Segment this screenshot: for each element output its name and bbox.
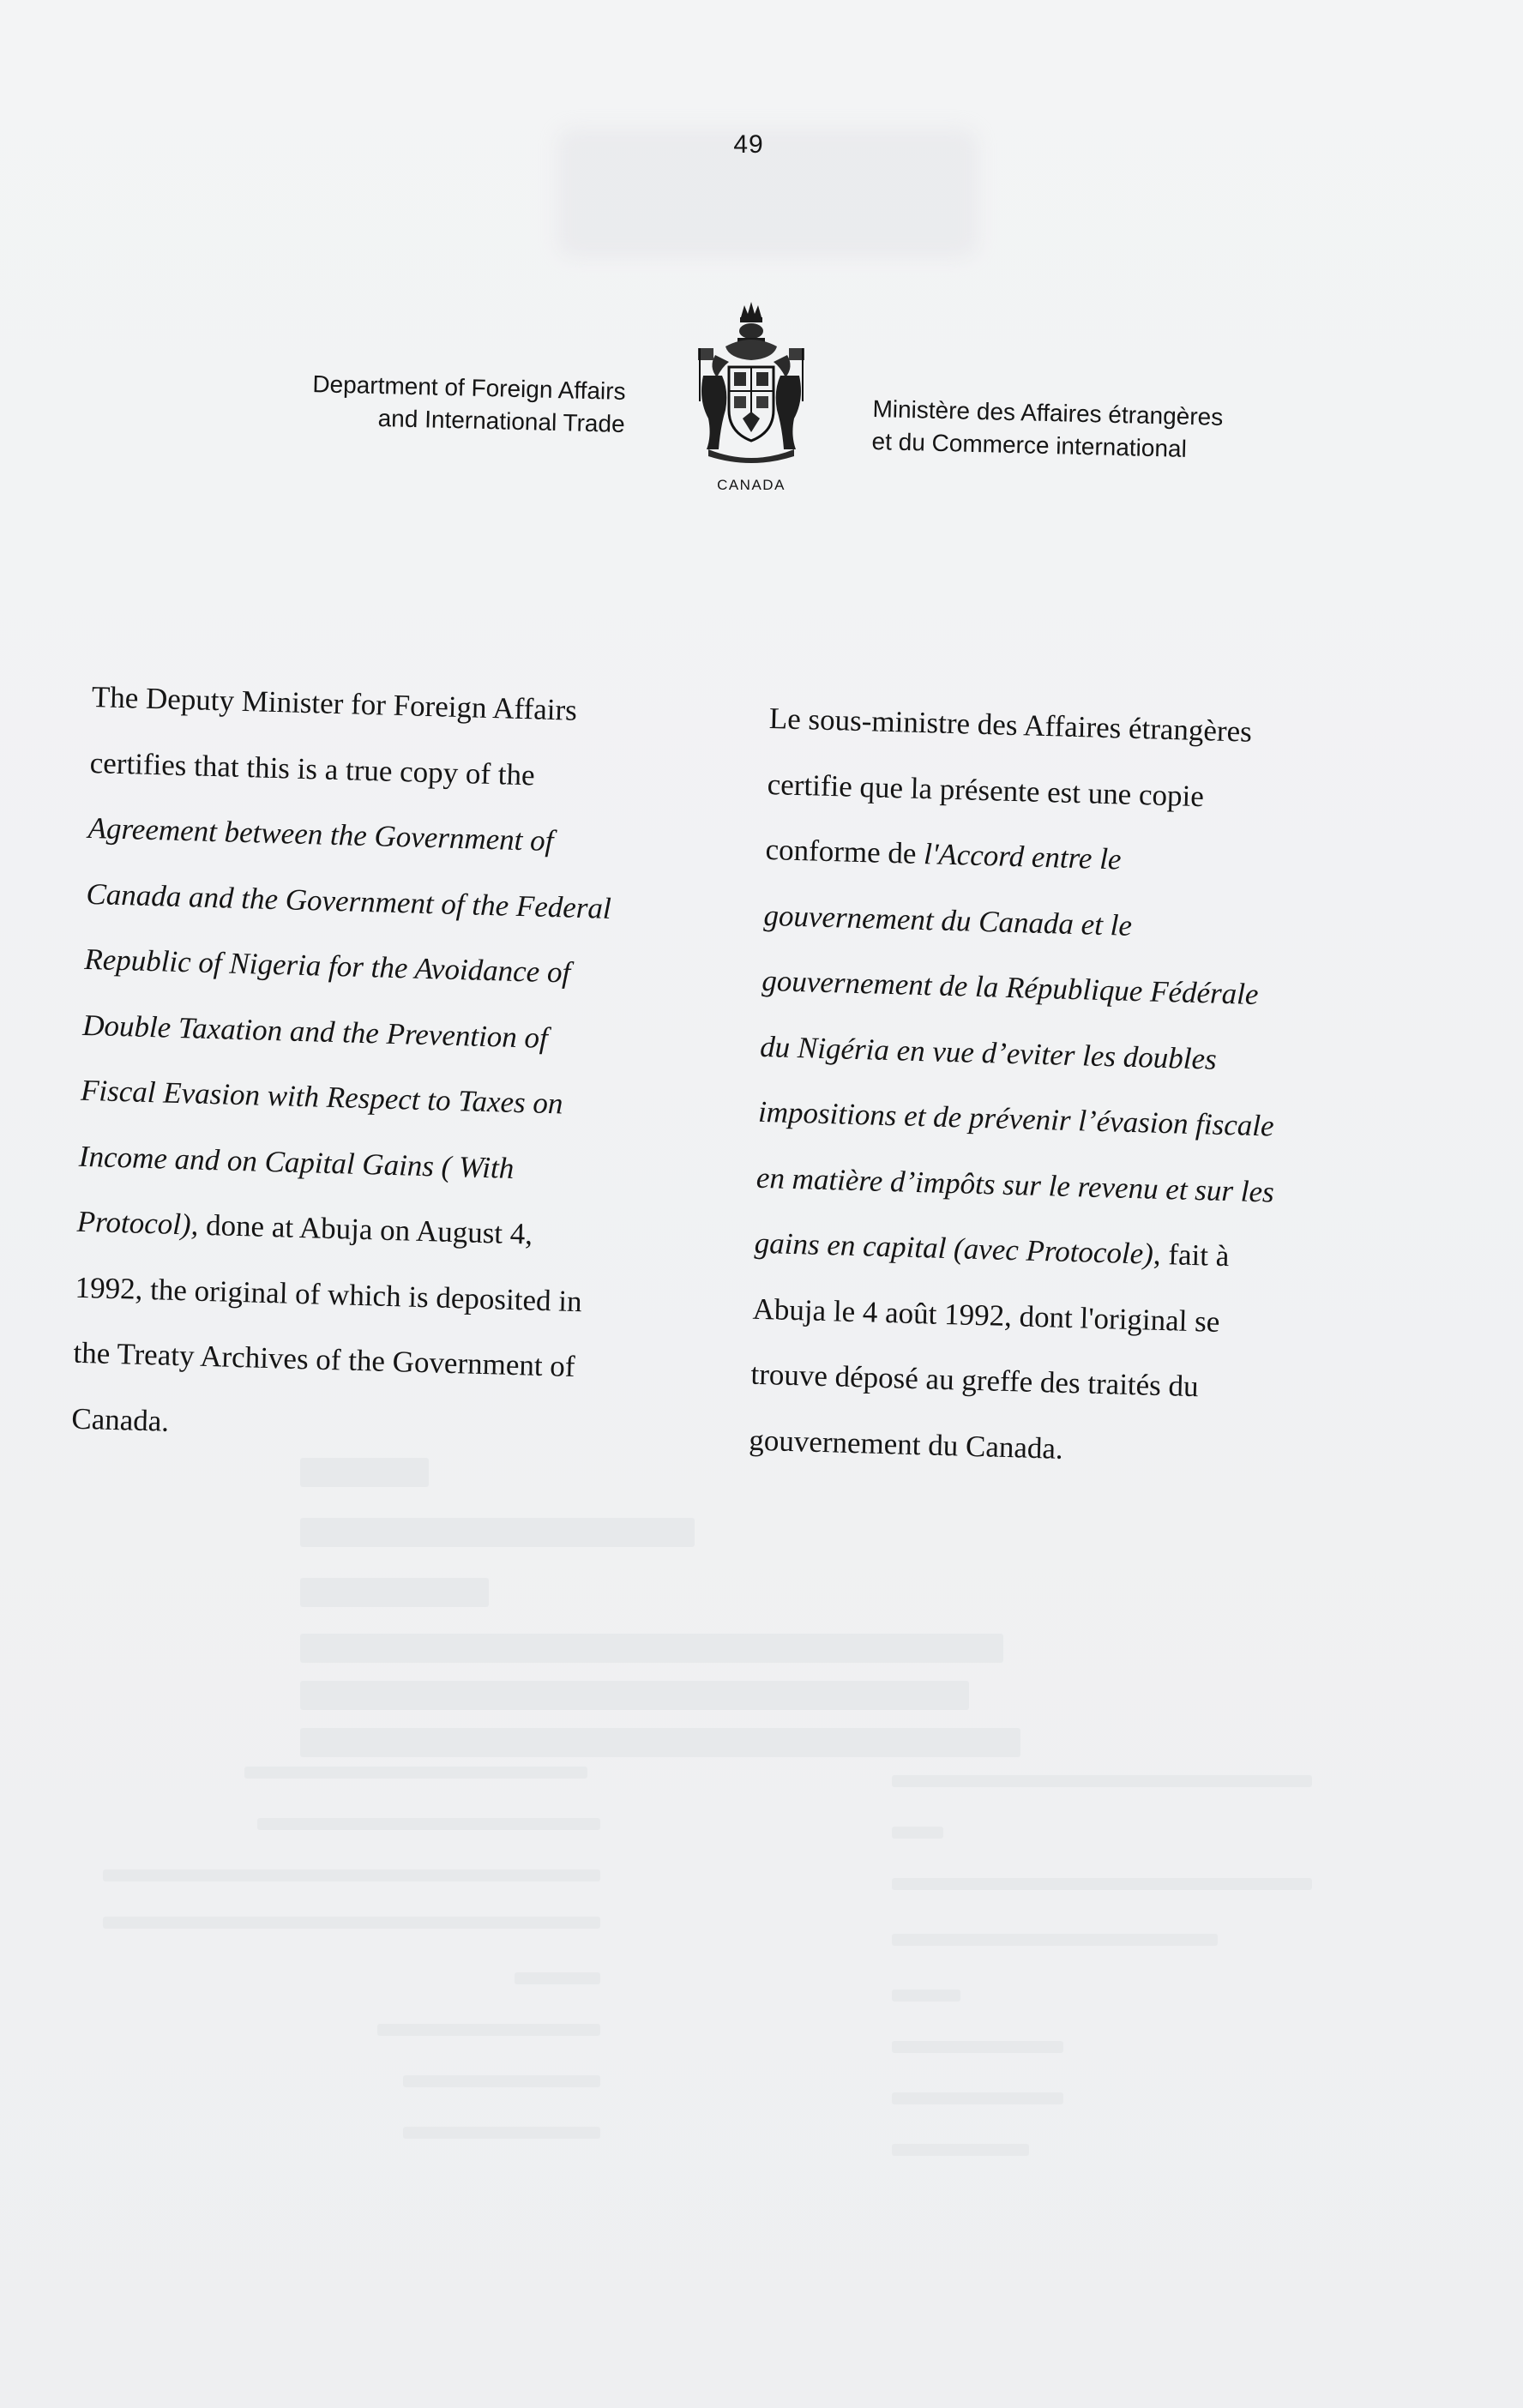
bleed-through-mark <box>892 2041 1063 2053</box>
bleed-through-mark <box>892 2092 1063 2104</box>
bleed-through-mark <box>300 1728 1020 1757</box>
bleed-through-mark <box>300 1458 429 1487</box>
bleed-through-mark <box>892 1878 1312 1890</box>
english-line-italic: Protocol), <box>76 1204 199 1242</box>
english-line: The Deputy Minister for Foreign Affairs <box>91 679 578 727</box>
french-line: impositions et de prévenir l’évasion fiscale <box>757 1094 1275 1143</box>
english-line: Double Taxation and the Prevention of <box>81 1008 549 1055</box>
bleed-through-mark <box>377 2024 600 2036</box>
bleed-through-mark <box>892 2144 1029 2156</box>
english-line: Canada and the Government of the Federal <box>86 876 612 925</box>
french-line: gouvernement de la République Fédérale <box>761 963 1259 1012</box>
bleed-through-mark <box>892 1827 943 1839</box>
english-line: certifies that this is a true copy of the <box>89 745 536 792</box>
bleed-through-mark <box>300 1578 489 1607</box>
english-line: Fiscal Evasion with Respect to Taxes on <box>80 1073 563 1121</box>
english-line: Republic of Nigeria for the Avoidance of <box>83 942 571 990</box>
bleed-through-mark <box>300 1634 1003 1663</box>
bleed-through-mark <box>892 1775 1312 1787</box>
english-line: Canada. <box>70 1401 170 1438</box>
bleed-through-mark <box>257 1818 600 1830</box>
department-en-line-2: and International Trade <box>377 404 625 437</box>
canada-label: CANADA <box>717 477 786 493</box>
bleed-through-mark <box>300 1518 695 1547</box>
bleed-through-mark <box>103 1869 600 1881</box>
french-line: certifie que la présente est une copie <box>767 767 1205 813</box>
bleed-through-mark <box>892 1934 1218 1946</box>
bleed-through-mark <box>515 1972 600 1984</box>
french-line: gouvernement du Canada et le <box>763 898 1133 942</box>
department-en-line-1: Department of Foreign Affairs <box>312 370 626 405</box>
bleed-through-mark <box>892 1990 960 2002</box>
coat-of-arms-icon <box>691 298 811 470</box>
bleed-through-mark <box>403 2075 600 2087</box>
english-line: Agreement between the Government of <box>87 810 554 858</box>
french-line-italic: l'Accord entre le <box>923 837 1123 876</box>
department-fr-line-2: et du Commerce international <box>871 427 1188 462</box>
english-line: 1992, the original of which is deposited in <box>75 1270 583 1318</box>
certification-text-french <box>748 686 1404 1490</box>
bleed-through-mark <box>403 2127 600 2139</box>
english-line: the Treaty Archives of the Government of <box>73 1335 576 1384</box>
page-number: 49 <box>733 130 764 159</box>
french-line-plain: , fait à <box>1153 1237 1230 1273</box>
french-line: trouve déposé au greffe des traités du <box>750 1357 1200 1404</box>
french-line: Le sous-ministre des Affaires étrangères <box>768 701 1253 749</box>
department-name-english <box>213 365 626 441</box>
certification-text-english <box>70 665 709 1469</box>
department-name-french <box>871 393 1353 470</box>
french-line-italic: gains en capital (avec Protocole) <box>754 1225 1154 1271</box>
department-fr-line-1: Ministère des Affaires étrangères <box>872 394 1224 430</box>
bleed-through-mark <box>244 1767 587 1779</box>
english-line: Income and on Capital Gains ( With <box>78 1139 515 1185</box>
french-line-plain: conforme de <box>765 832 924 871</box>
french-line: du Nigéria en vue d’eviter les doubles <box>759 1029 1218 1076</box>
french-line: Abuja le 4 août 1992, dont l'original se <box>752 1291 1220 1339</box>
bleed-through-mark <box>300 1681 969 1710</box>
french-line: en matière d’impôts sur le revenu et sur les <box>755 1160 1275 1209</box>
english-line-plain: done at Abuja on August 4, <box>197 1207 533 1251</box>
bleed-through-mark <box>103 1917 600 1929</box>
french-line: gouvernement du Canada. <box>748 1423 1064 1466</box>
